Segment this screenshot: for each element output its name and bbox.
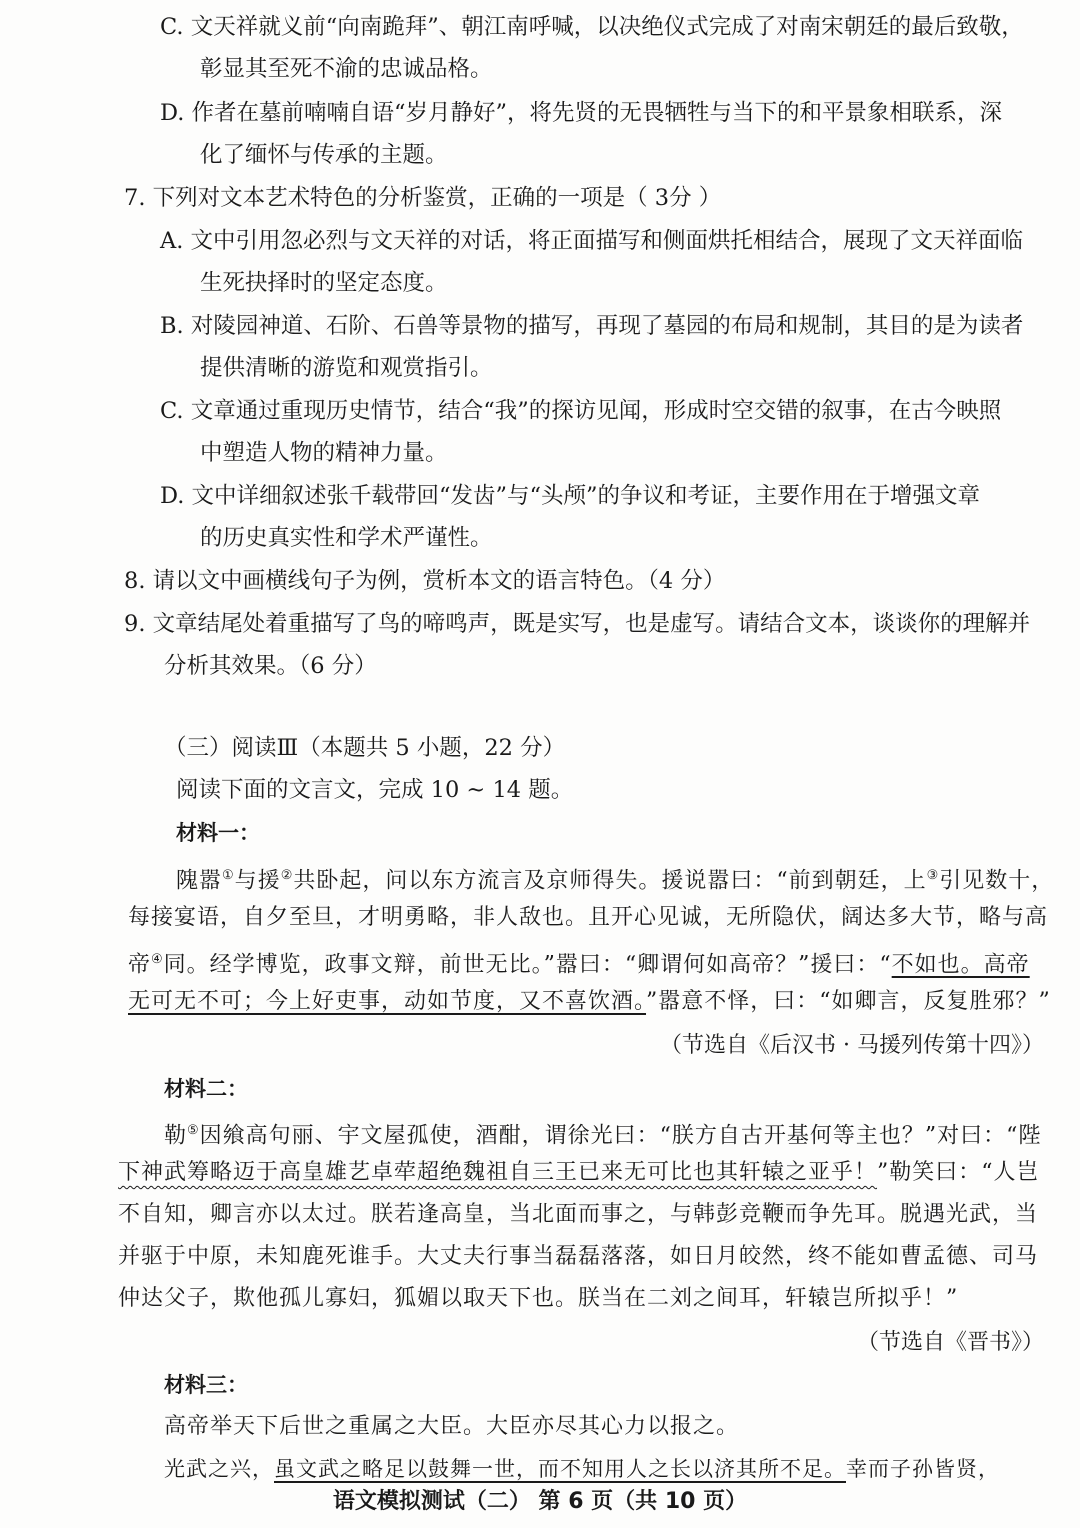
material-1-line4	[128, 987, 1051, 1017]
underlined-sentence: 虽文武之略足以鼓舞一世，而不知用人之长以济其所不足。	[274, 1457, 846, 1481]
material-3-line1: 高帝举天下后世之重属之大臣。大臣亦尽其心力以报之。	[164, 1414, 740, 1439]
q6-option-d-line1: D. 作者在墓前喃喃自语“岁月静好”，将先贤的无畏牺牲与当下的和平景象相联系，深	[160, 100, 1003, 126]
text-span: 帝	[128, 952, 152, 978]
footnote-marker: ④	[151, 952, 164, 967]
material-1-line2: 每接宴语，自夕至旦，才明勇略，非人敌也。且开心见诚，无所隐伏，阔达多大节，略与高	[128, 905, 1049, 930]
text-span: 隗嚣	[176, 868, 223, 894]
section-title: （三）阅读Ⅲ（本题共 5 小题，22 分）	[164, 735, 566, 761]
q8-text: 8. 请以文中画横线句子为例，赏析本文的语言特色。（4 分）	[124, 568, 726, 594]
q7-option-a-line2: 生死抉择时的坚定态度。	[200, 270, 448, 296]
material-2-line2	[118, 1158, 1040, 1188]
material-2-label: 材料二：	[164, 1077, 248, 1101]
q7-stem: 7. 下列对文本艺术特色的分析鉴赏，正确的一项是（ 3分 ）	[124, 185, 722, 211]
q7-option-a-line1: A. 文中引用忽必烈与文天祥的对话，将正面描写和侧面烘托相结合，展现了文天祥面临	[160, 228, 1024, 254]
material-3-label: 材料三：	[164, 1373, 248, 1397]
text-span: 幸而子孙皆贤，	[846, 1457, 1000, 1481]
material-2-line1	[164, 1116, 1041, 1151]
text-span: 与援	[234, 868, 281, 894]
underlined-sentence: 无可无不可；今上好吏事，动如节度，又不喜饮酒。	[128, 989, 647, 1014]
material-2-source: （节选自《晋书》）	[856, 1330, 1044, 1355]
text-span: 同。经学博览，政事文辩，前世无比。”嚣曰：“卿谓何如高帝？”援曰：“	[163, 952, 892, 978]
material-3-line2	[164, 1454, 1000, 1484]
text-span: ”勒笑曰：“人岂	[877, 1160, 1040, 1185]
material-2-line5: 仲达父子，欺他孤儿寡妇，狐媚以取天下也。朕当在二刘之间耳，轩辕岂所拟乎！”	[118, 1286, 959, 1311]
footnote-marker: ①	[222, 868, 235, 883]
q7-option-c-line1: C. 文章通过重现历史情节，结合“我”的探访见闻，形成时空交错的叙事，在古今映照	[160, 398, 1002, 424]
material-1-line3	[128, 945, 1030, 980]
material-1-label: 材料一：	[176, 821, 260, 845]
text-span: 因飨高句丽、宇文屋孤使，酒酣，谓徐光曰：“朕方自古开基何等主也？”对曰：“陛	[199, 1123, 1042, 1149]
material-1-source: （节选自《后汉书 · 马援列传第十四》）	[660, 1033, 1044, 1058]
q7-option-d-line1: D. 文中详细叙述张千载带回“发齿”与“头颅”的争议和考证，主要作用在于增强文章	[160, 483, 981, 509]
text-span: 共卧起，问以东方流言及京师得失。援说嚣曰：“前到朝廷，上	[293, 868, 927, 894]
q6-option-c-line1: C. 文天祥就义前“向南跪拜”、朝江南呼喊，以决绝仪式完成了对南宋朝廷的最后致敬，	[160, 14, 1024, 40]
q7-option-b-line2: 提供清晰的游览和观赏指引。	[200, 355, 493, 381]
material-2-line4: 并驱于中原，未知鹿死谁手。大丈夫行事当磊磊落落，如日月皎然，终不能如曹孟德、司马	[118, 1244, 1039, 1269]
q7-option-c-line2: 中塑造人物的精神力量。	[200, 440, 448, 466]
footnote-marker: ⑤	[187, 1123, 200, 1138]
text-span: 引见数十，	[939, 868, 1055, 894]
q6-option-d-line2: 化了缅怀与传承的主题。	[200, 142, 448, 168]
q6-option-c-line2: 彰显其至死不渝的忠诚品格。	[200, 56, 493, 82]
footnote-marker: ③	[926, 868, 940, 883]
underlined-sentence: 不如也。高帝	[891, 952, 1030, 978]
text-span: 光武之兴，	[164, 1457, 274, 1481]
section-instruction: 阅读下面的文言文，完成 10 ~ 14 题。	[176, 777, 574, 803]
q7-option-b-line1: B. 对陵园神道、石阶、石兽等景物的描写，再现了墓园的布局和规制，其目的是为读者	[160, 313, 1024, 339]
q9-line1: 9. 文章结尾处着重描写了鸟的啼鸣声，既是实写，也是虚写。请结合文本，谈谈你的理解并	[124, 611, 1031, 637]
material-1-line1	[176, 861, 1054, 896]
page-footer: 语文模拟测试（二） 第 6 页（共 10 页）	[332, 1489, 748, 1514]
q7-option-d-line2: 的历史真实性和学术严谨性。	[200, 525, 493, 551]
wavy-underlined-sentence: 下神武筹略迈于高皇雄艺卓荦超绝魏祖自三王已来无可比也其轩辕之亚乎！	[118, 1160, 878, 1185]
footnote-marker: ②	[280, 868, 294, 883]
text-span: 勒	[164, 1123, 188, 1149]
text-span: ”嚣意不怿，曰：“如卿言，反复胜邪？”	[646, 989, 1051, 1014]
q9-line2: 分析其效果。（6 分）	[164, 653, 377, 679]
material-2-line3: 不自知，卿言亦以太过。朕若逢高皇，当北面而事之，与韩彭竞鞭而争先耳。脱遇光武，当	[118, 1202, 1039, 1227]
